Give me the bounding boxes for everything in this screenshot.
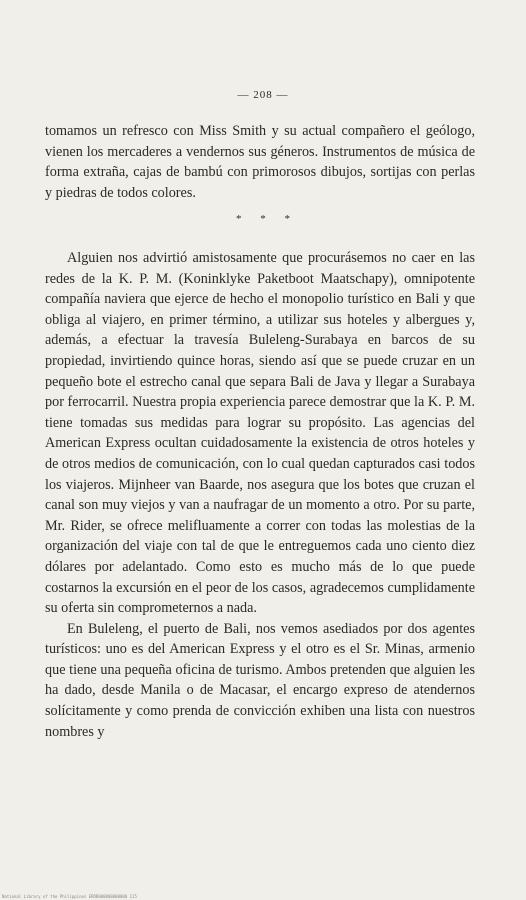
paragraph-3: En Buleleng, el puerto de Bali, nos vemos asediados por dos agentes turísticos: uno es del American Express y el otro es el Sr. Minas, armenio que tiene una pequeña oficina de turismo. Ambos pretenden que alguien les ha dado, desde Manila o de Macasar, el encargo expreso de atendernos solícitamente y como prenda de convicción exhiben una lista con nuestros nombres y [45,620,475,740]
page-number: — 208 — [237,89,289,101]
scan-credit: National Library of the Philippines ERDB000000000000 115 [2,894,137,899]
main-text [45,248,475,742]
paragraph-continued [45,121,475,203]
section-separator: * * * [236,213,298,225]
paragraph-1: tomamos un refresco con Miss Smith y su actual compañero el geólogo, vienen los mercaderes a vendernos sus géneros. Instrumentos de música de forma extraña, cajas de bambú con primorosos dibujos, sortijas con perlas y piedras de todos colores. [45,123,475,201]
paragraph-2: Alguien nos advirtió amistosamente que procurásemos no caer en las redes de la K. P. M. (Koninklyke Paketboot Maatschapy), omnipotente compañía naviera que ejerce de hecho el monopolio turístico en Bali y que obliga al viajero, en primer término, a utilizar sus hoteles y albergues y, además, a efectuar la travesía Buleleng-Surabaya en barcos de su propiedad, invirtiendo quince horas, siendo así que se puede cruzar en un pequeño bote el estrecho canal que separa Bali de Java y llegar a Surabaya por ferrocarril. Nuestra propia experiencia parece demostrar que la K. P. M. tiene tomadas sus medidas para lograr su propósito. Las agencias del American Express ocultan cuidadosamente la existencia de otros hoteles y de otros medios de comunicación, con lo cual quedan capturados casi todos los viajeros. Mijnheer van Baarde, nos asegura que los botes que cruzan el canal son muy viejos y van a naufragar de un momento a otro. Por su parte, Mr. Rider, se ofrece melifluamente a correr con todas las molestias de la organización del viaje con tal de que le entreguemos cada uno ciento diez dólares por adelantado. Como esto es mucho más de lo que puede costarnos la excursión en el peor de los casos, agradecemos cumplidamente su oferta sin comprometernos a nada. [45,250,475,617]
